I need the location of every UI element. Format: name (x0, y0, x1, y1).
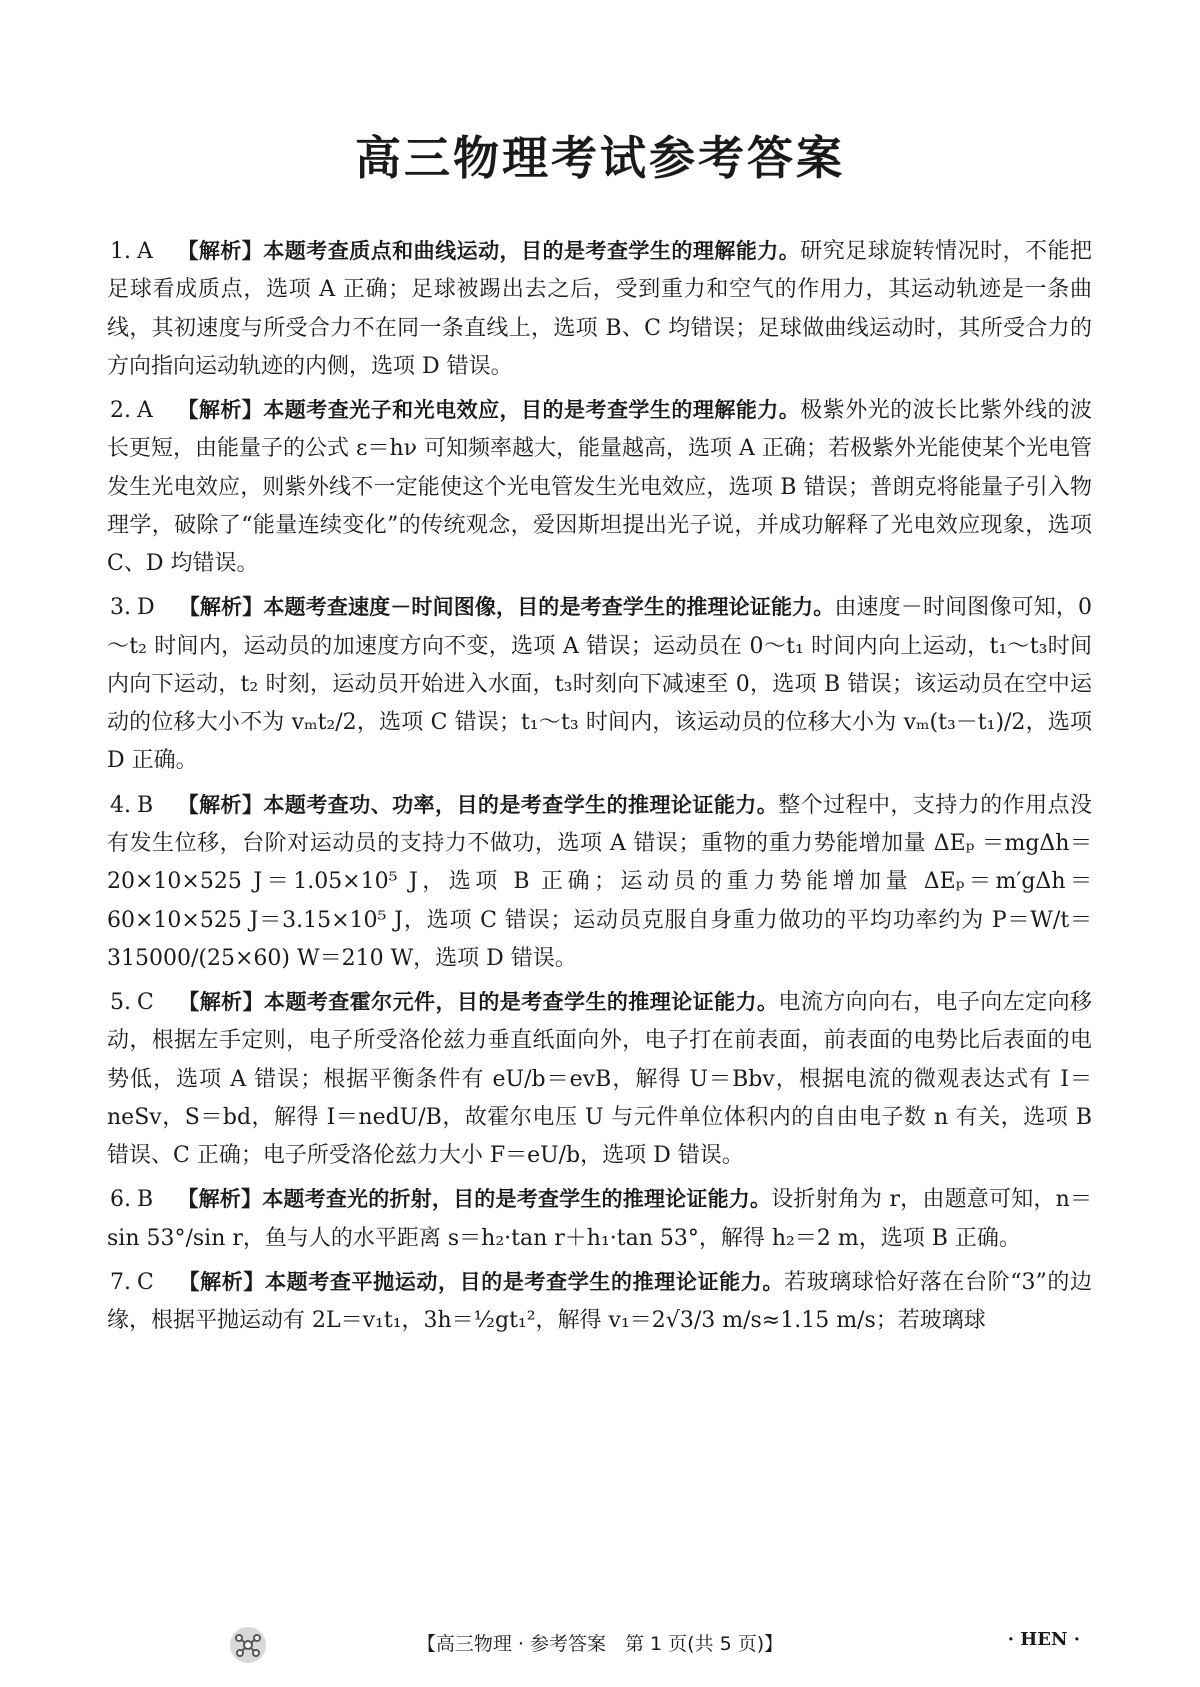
question-number: 2. (110, 398, 131, 424)
answer-item-4 (107, 787, 1092, 978)
question-number: 5. (110, 990, 131, 1016)
analysis-lead: 本题考查平抛运动，目的是考查学生的推理论证能力。 (264, 1269, 785, 1294)
analysis-body: 极紫外光的波长比紫外线的波长更短，由能量子的公式 ε＝hν 可知频率越大，能量越高，选项 A 正确；若极紫外光能使某个光电管发生光电效应，则紫外线不一定能使这个光电管发生光电效应，选项 B 错误；普朗克将能量子引入物理学，破除了“能量连续变化”的传统观念，爱因斯坦提出光子说，并成功解释了光电效应现象，选项 C、D 均错误。 (107, 398, 1093, 577)
answer-item-6 (107, 1181, 1092, 1258)
answer-item-2 (107, 392, 1092, 583)
analysis-tag: 【解析】 (176, 398, 264, 423)
answer-choice: D (137, 595, 155, 621)
analysis-lead: 本题考查霍尔元件，目的是考查学生的推理论证能力。 (264, 990, 779, 1015)
answer-choice: A (137, 239, 153, 264)
answer-choice: C (137, 1269, 154, 1295)
question-number: 3. (110, 595, 131, 621)
question-number: 6. (110, 1187, 131, 1213)
footer-code: · HEN · (1007, 1629, 1080, 1650)
page-footer (0, 1625, 1200, 1665)
analysis-tag: 【解析】 (177, 1269, 265, 1294)
answer-item-3 (107, 589, 1092, 780)
answer-choice: C (137, 990, 154, 1016)
question-number: 7. (110, 1269, 131, 1295)
analysis-body: 研究足球旋转情况时，不能把足球看成质点，选项 A 正确；足球被踢出去之后，受到重力和空气的作用力，其运动轨迹是一条曲线，其初速度与所受合力不在同一条直线上，选项 B、C 均错误；足球做曲线运动时，其所受合力的方向指向运动轨迹的内侧，选项 D 错误。 (107, 239, 1093, 379)
question-number: 4. (110, 792, 131, 818)
analysis-lead: 本题考查光的折射，目的是考查学生的推理论证能力。 (262, 1187, 772, 1212)
footer-page-info: 【高三物理 · 参考答案 第 1 页(共 5 页)】 (416, 1633, 784, 1655)
answer-item-5 (107, 984, 1092, 1175)
analysis-body: 电流方向向右，电子向左定向移动，根据左手定则，电子所受洛伦兹力垂直纸面向外，电子打在前表面，前表面的电势比后表面的电势低，选项 A 错误；根据平衡条件有 eU/b＝evB，解得 U＝Bbv，根据电流的微观表达式有 I＝neSv，S＝bd，解得 I＝nedU/B，故霍尔电压 U 与元件单位体积内的自由电子数 n 有关，选项 B 错误、C 正确；电子所受洛伦兹力大小 F＝eU/b，选项 D 错误。 (107, 990, 1093, 1169)
answer-choice: A (137, 398, 153, 424)
analysis-body: 整个过程中，支持力的作用点没有发生位移，台阶对运动员的支持力不做功，选项 A 错误；重物的重力势能增加量 ΔEₚ ＝mgΔh＝20×10×525 J＝1.05×10⁵ J，选项 B 正确；运动员的重力势能增加量 ΔEₚ＝m′gΔh＝60×10×525 J＝3.15×10⁵ J，选项 C 错误；运动员克服自身重力做功的平均功率约为 P＝W/t＝315000/(25×60) W＝210 W，选项 D 错误。 (107, 792, 1092, 971)
answer-item-7 (107, 1264, 1092, 1341)
analysis-lead: 本题考查质点和曲线运动，目的是考查学生的理解能力。 (263, 239, 801, 263)
analysis-body: 若玻璃球恰好落在台阶“3”的边缘，根据平抛运动有 2L＝v₁t₁，3h＝½gt₁²，解得 v₁＝2√3/3 m/s≈1.15 m/s；若玻璃球 (107, 1269, 1093, 1334)
answer-item-1 (107, 233, 1092, 386)
analysis-body: 设折射角为 r，由题意可知，n＝sin 53°/sin r，鱼与人的水平距离 s＝h₂·tan r＋h₁·tan 53°，解得 h₂＝2 m，选项 B 正确。 (107, 1187, 1092, 1251)
question-number: 1. (110, 239, 131, 264)
analysis-lead: 本题考查功、功率，目的是考查学生的推理论证能力。 (263, 792, 779, 817)
analysis-lead: 本题考查光子和光电效应，目的是考查学生的理解能力。 (263, 398, 801, 423)
analysis-lead: 本题考查速度－时间图像，目的是考查学生的推理论证能力。 (263, 595, 835, 620)
answer-choice: B (137, 792, 154, 818)
analysis-tag: 【解析】 (177, 792, 264, 817)
analysis-tag: 【解析】 (177, 990, 265, 1015)
answer-choice: B (137, 1187, 154, 1213)
analysis-body: 由速度－时间图像可知，0～t₂ 时间内，运动员的加速度方向不变，选项 A 错误；运动员在 0～t₁ 时间内向上运动，t₁～t₃时间内向下运动，t₂ 时刻，运动员开始进入水面，t₃时刻向下减速至 0，选项 B 错误；该运动员在空中运动的位移大小不为 vₘt₂/2，选项 C 错误；t₁～t₃ 时间内，该运动员的位移大小为 vₘ(t₃－t₁)/2，选项 D 正确。 (107, 595, 1093, 774)
answer-list (107, 233, 1092, 1346)
analysis-tag: 【解析】 (178, 595, 264, 620)
page-title: 高三物理考试参考答案 (355, 131, 845, 185)
analysis-tag: 【解析】 (177, 1187, 263, 1212)
analysis-tag: 【解析】 (176, 239, 264, 263)
